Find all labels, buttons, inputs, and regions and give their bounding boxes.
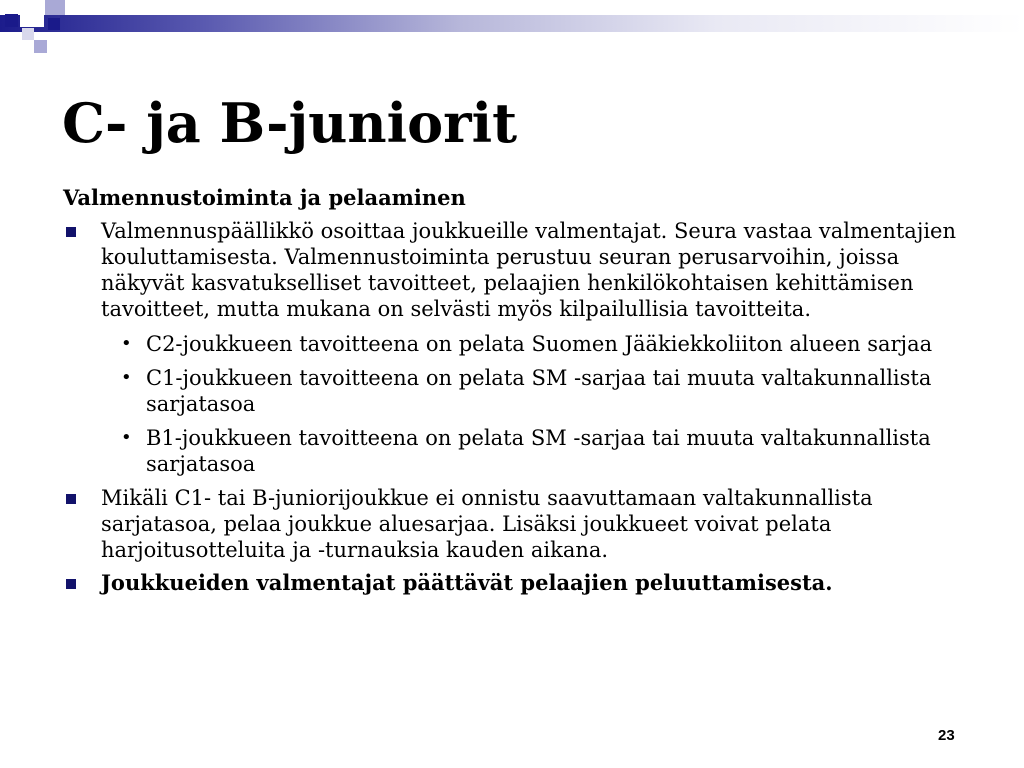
page-number: 23 — [938, 727, 955, 744]
sub-bullet-text-1: C2-joukkueen tavoitteena on pelata Suomen Jääkiekkoliiton alueen sarjaa — [146, 332, 933, 356]
sub-bullet-text-3: B1-joukkueen tavoitteena on pelata SM -sarjaa tai muuta valtakunnallista sarjatasoa — [146, 426, 931, 476]
header-gradient-band — [0, 15, 1024, 32]
header-square-pale — [22, 28, 34, 40]
square-bullet-icon — [66, 579, 76, 589]
square-bullet-icon — [66, 227, 76, 237]
sub-bullet-text-2: C1-joukkueen tavoitteena on pelata SM -sarjaa tai muuta valtakunnallista sarjatasoa — [146, 366, 932, 416]
slide-title: C- ja B-juniorit — [62, 91, 518, 155]
bullet-text-1: Valmennuspäällikkö osoittaa joukkueille valmentajat. Seura vastaa valmentajien kouluttamisesta. Valmennustoiminta perustuu seuran perusarvoihin, joissa näkyvät kasvatukselliset tavoitteet, pelaajien henkilökohtaisen kehittämisen tavoitteet, mutta mukana on selvästi myös kilpailullisia tavoitteita. — [101, 219, 957, 321]
bullet-list — [63, 218, 963, 596]
sub-bullet-list — [101, 331, 963, 477]
bullet-item-1 — [63, 218, 963, 477]
sub-bullet-item-1 — [101, 331, 963, 357]
bullet-item-2 — [63, 485, 963, 563]
bullet-text-2: Mikäli C1- tai B-juniorijoukkue ei onnistu saavuttamaan valtakunnallista sarjatasoa, pelaa joukkue aluesarjaa. Lisäksi joukkueet voivat pelata harjoitusotteluita ja -turnauksia kauden aikana. — [101, 486, 873, 562]
square-bullet-icon — [66, 494, 76, 504]
header-square-lavender — [45, 0, 65, 15]
bullet-item-3 — [63, 570, 963, 596]
dot-bullet-icon: • — [121, 367, 132, 388]
bullet-text-3: Joukkueiden valmentajat päättävät pelaajien peluuttamisesta. — [101, 570, 833, 595]
header-square-white — [20, 3, 44, 27]
slide-body — [63, 185, 963, 603]
header-square-navy — [5, 14, 18, 27]
header-square-navy-2 — [48, 18, 60, 30]
dot-bullet-icon: • — [121, 333, 132, 354]
sub-bullet-item-3 — [101, 425, 963, 477]
sub-bullet-item-2 — [101, 365, 963, 417]
dot-bullet-icon: • — [121, 427, 132, 448]
subheading: Valmennustoiminta ja pelaaminen — [63, 185, 466, 210]
header-square-lavender-2 — [34, 40, 47, 53]
